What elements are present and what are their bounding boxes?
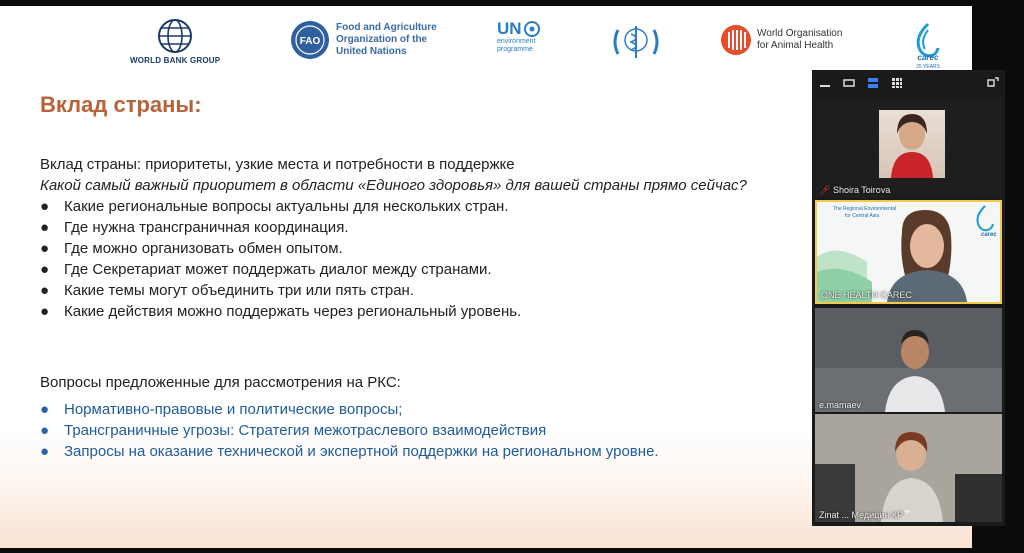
priority-list [40,196,820,322]
carec-logo [906,20,950,70]
exit-fullscreen-icon[interactable] [986,76,1000,90]
participant-tile[interactable] [815,98,1002,198]
bullet-dot: ● [40,443,50,460]
participant-name-text: Shoira Toirova [832,185,891,195]
participant-name [819,185,890,196]
mic-muted-icon: 🎤︎ [819,185,831,195]
svg-text:FAO: FAO [299,36,321,47]
unep-mark [497,20,540,38]
single-view-icon[interactable] [842,76,856,90]
bullet-dot: ● [40,198,50,215]
bullet-dot: ● [40,240,50,257]
list-item [40,259,820,280]
woah-emblem-icon [720,24,752,56]
rks-section-title: Вопросы предложенные для рассмотрения на РКС: [40,374,401,391]
who-emblem-icon [608,20,664,64]
carec-banner-text: carec [981,232,997,238]
unep-un: UN [497,19,522,38]
unep-logo [497,20,540,54]
list-item [40,238,820,259]
bullet-dot: ● [40,422,50,439]
participant-tile[interactable] [815,414,1002,522]
video-participants-panel [812,70,1005,526]
slide-heading: Вклад страны: [40,92,202,117]
rks-question-list [40,399,659,462]
list-item [40,280,820,301]
world-bank-globe-icon [157,18,193,54]
list-item [40,441,659,462]
bullet-dot: ● [40,282,50,299]
participant-name: e.mamaev [819,400,862,410]
participant-tile[interactable] [815,308,1002,412]
list-item-text: Какие действия можно поддержать через региональный уровень. [64,303,522,320]
banner-line-1: The Regional Environmental [833,206,897,212]
list-item-text: Где нужна трансграничная координация. [64,219,349,236]
list-item-text: Где можно организовать обмен опытом. [64,240,343,257]
rks-section [40,372,659,462]
minimize-icon[interactable] [818,76,832,90]
banner-line-2: for Central Asia [845,213,880,219]
strip-view-icon[interactable] [866,76,880,90]
expand-chevron-icon[interactable]: ⌄ [902,502,913,516]
list-item-text: Запросы на оказание технической и экспертной поддержки на региональном уровне. [64,443,659,460]
participant-video [879,110,945,178]
fao-emblem-icon [290,20,330,60]
bullet-dot: ● [40,261,50,278]
woah-line-2: for Animal Health [757,40,834,51]
bullet-dot: ● [40,303,50,320]
woah-name [757,28,842,52]
unep-sub-1: environment [497,38,536,45]
carec-logo-text: carec [917,53,939,62]
bullet-dot: ● [40,401,50,418]
woah-logo [720,24,842,56]
list-item [40,399,659,420]
list-item [40,217,820,238]
list-item [40,301,820,322]
slide-body [40,154,820,322]
partner-logos [0,6,972,70]
question-line: Какой самый важный приоритет в области «Единого здоровья» для вашей страны прямо сейчас? [40,177,747,194]
grid-view-icon[interactable] [890,76,904,90]
carec-emblem-icon [906,20,950,64]
participant-tile-active-speaker[interactable] [815,200,1002,304]
world-bank-logo [130,18,220,65]
list-item [40,196,820,217]
participant-name: Zinat ... Медицин КР [819,510,904,520]
list-item-text: Какие региональные вопросы актуальны для нескольких стран. [64,198,509,215]
intro-line: Вклад страны: приоритеты, узкие места и потребности в поддержке [40,156,515,173]
participant-video [815,308,1002,412]
list-item-text: Какие темы могут объединить три или пять стран. [64,282,415,299]
participant-name: ONE HEALTH CAREC [821,290,912,300]
fao-name [336,22,437,58]
bullet-dot: ● [40,219,50,236]
list-item [40,420,659,441]
who-logo [608,20,664,64]
list-item-text: Где Секретариат может поддержать диалог между странами. [64,261,492,278]
list-item-text: Нормативно-правовые и политические вопросы; [64,401,403,418]
carec-years: 25 YEARS [916,64,940,70]
fao-line-3: United Nations [336,46,407,57]
fao-logo [290,20,437,60]
woah-line-1: World Organisation [757,28,843,39]
unep-sub-2: programme [497,46,533,53]
panel-toolbar [812,70,1005,96]
un-globe-icon [524,21,540,37]
world-bank-text: WORLD BANK GROUP [130,56,221,65]
participant-video [817,202,1000,302]
list-item-text: Трансграничные угрозы: Стратегия межотраслевого взаимодействия [64,422,547,439]
fao-line-1: Food and Agriculture [336,22,437,33]
fao-line-2: Organization of the [336,34,428,45]
